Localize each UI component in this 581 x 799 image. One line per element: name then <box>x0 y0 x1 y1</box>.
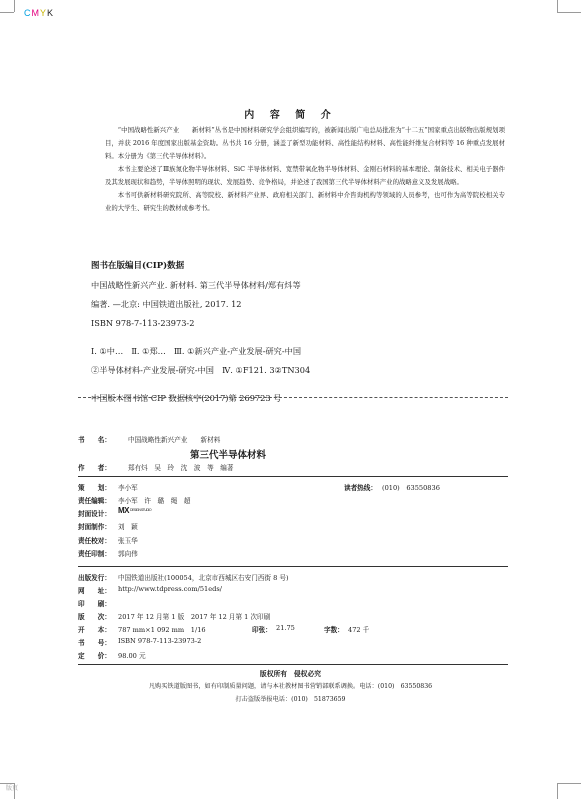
proofreader-value: 张玉华 <box>118 537 138 545</box>
quality-notice: 凡购买铁道版图书，如有印制质量问题，请与本社教材图书营销部联系调换。电话：(010) 63550836 <box>148 683 433 690</box>
sheets-value: 21.75 <box>276 624 295 632</box>
isbn-label: 书 号： <box>78 639 111 647</box>
editor-label: 责任编辑： <box>78 497 111 505</box>
hotline-value: (010) 63550836 <box>382 484 440 492</box>
copyright-notice: 版权所有 侵权必究 <box>259 670 322 678</box>
crop-mark-top-left-v <box>14 0 15 12</box>
print-manager-label: 责任印制： <box>78 550 111 558</box>
proofreader-label: 责任校对： <box>78 537 111 545</box>
print-manager-value: 郭向伟 <box>118 550 138 558</box>
url-label: 网 址： <box>78 587 111 595</box>
book-name-label: 书 名： <box>78 436 111 444</box>
design-studio-logo <box>118 506 151 515</box>
crop-mark-bottom-right-v <box>557 783 558 799</box>
crop-mark-top-left-h <box>0 12 14 13</box>
edition-label: 版 次： <box>78 613 111 621</box>
cip-heading: 图书在版编目(CIP)数据 <box>91 261 185 271</box>
price-label: 定 价： <box>78 652 111 660</box>
printer-label: 印 刷： <box>78 600 111 608</box>
cover-design-label: 封面设计： <box>78 510 111 518</box>
cover-production-value: 刘 颖 <box>118 523 138 531</box>
planner-label: 策 划： <box>78 484 111 492</box>
anti-piracy-hotline: 打击盗版举报电话：(010) 51873659 <box>235 696 346 703</box>
rule-line <box>78 476 508 477</box>
editor-value: 李小军 许 璐 绳 超 <box>118 497 191 505</box>
cip-block <box>91 276 511 408</box>
crop-mark-top-right-h <box>557 12 581 13</box>
rule-line <box>78 566 508 567</box>
cip-line: 中国版本图书馆 CIP 数据核字(2017)第 269723 号 <box>91 393 282 403</box>
cmyk-letter-m: M <box>31 8 40 18</box>
dashed-divider <box>78 397 508 398</box>
price-value: 98.00 元 <box>118 652 146 660</box>
cmyk-letter-y: Y <box>40 8 48 18</box>
cip-line: 编著. —北京: 中国铁道出版社, 2017. 12 <box>91 299 242 309</box>
intro-heading: 内 容 简 介 <box>244 110 337 121</box>
intro-paragraph: 本书可供新材料研究院所、高等院校、新材料产业界、政府相关部门、新材料中介咨询机构等领域的人员参考，也可作为高等院校相关专业的大学生、研究生的教材或参考书。 <box>105 191 505 212</box>
url-value: http://www.tdpress.com/51eds/ <box>118 585 222 593</box>
isbn-value: ISBN 978-7-113-23973-2 <box>118 637 202 645</box>
book-series: 中国战略性新兴产业 新材料 <box>128 436 221 444</box>
book-authors: 郑有炓 吴 玲 沈 波 等 编著 <box>128 464 234 472</box>
format-value: 787 mm×1 092 mm 1/16 <box>118 626 206 634</box>
publisher-value: 中国铁道出版社(100054，北京市西城区右安门西街 8 号) <box>118 574 289 582</box>
cip-line: ISBN 978-7-113-23973-2 <box>91 318 195 328</box>
word-count-value: 472 千 <box>348 626 370 634</box>
mx-logo-icon: MXDESIGN STUDIO <box>118 506 152 515</box>
word-count-label: 字数： <box>324 626 344 634</box>
sheets-label: 印张： <box>252 626 272 634</box>
intro-paragraph: 本书主要论述了Ⅲ族氮化物半导体材料、SiC 半导体材料、宽禁带氧化物半导体材料、金刚石材料的基本理论、制备技术、相关电子器件及其发展现状和趋势，半导体照明的现状、发展趋势、竞争格局，并论述了我国第三代半导体材料产业的战略意义及发展战略。 <box>105 165 505 186</box>
cover-production-label: 封面制作： <box>78 523 111 531</box>
planner-value: 李小军 <box>118 484 138 492</box>
hotline-label: 读者热线： <box>344 484 377 492</box>
cmyk-letter-c: C <box>24 8 32 18</box>
cmyk-color-mark <box>24 8 54 18</box>
publisher-label: 出版发行： <box>78 574 111 582</box>
page-folio: 版页 <box>6 785 19 792</box>
intro-text <box>105 124 505 215</box>
crop-mark-top-right-v <box>557 0 558 12</box>
book-title: 第三代半导体材料 <box>190 450 267 461</box>
cmyk-letter-k: K <box>47 8 55 18</box>
intro-paragraph: “中国战略性新兴产业 新材料”丛书是中国材料研究学会组织编写的，被新闻出版广电总局批准为“十二五”国家重点出版物出版规划项目，并获 2016 年度国家出版基金资助。丛书共 16 分册，涵盖了新型功能材料、高性能结构材料、高性能纤维复合材料等 16 种重点发展材料。本分册为《第三代半导体材料》。 <box>105 126 505 160</box>
format-label: 开 本： <box>78 626 111 634</box>
author-label: 作 者： <box>78 464 111 472</box>
cip-line: ②半导体材料-产业发展-研究-中国 Ⅳ. ①F121. 3②TN304 <box>91 365 311 375</box>
edition-value: 2017 年 12 月第 1 版 2017 年 12 月第 1 次印刷 <box>118 613 271 621</box>
cip-line: 中国战略性新兴产业. 新材料. 第三代半导体材料/郑有炓等 <box>91 280 301 290</box>
rule-line <box>78 664 508 665</box>
cip-line: Ⅰ. ①中… Ⅱ. ①郑… Ⅲ. ①新兴产业-产业发展-研究-中国 <box>91 346 302 356</box>
crop-mark-bottom-right-h <box>557 783 581 784</box>
